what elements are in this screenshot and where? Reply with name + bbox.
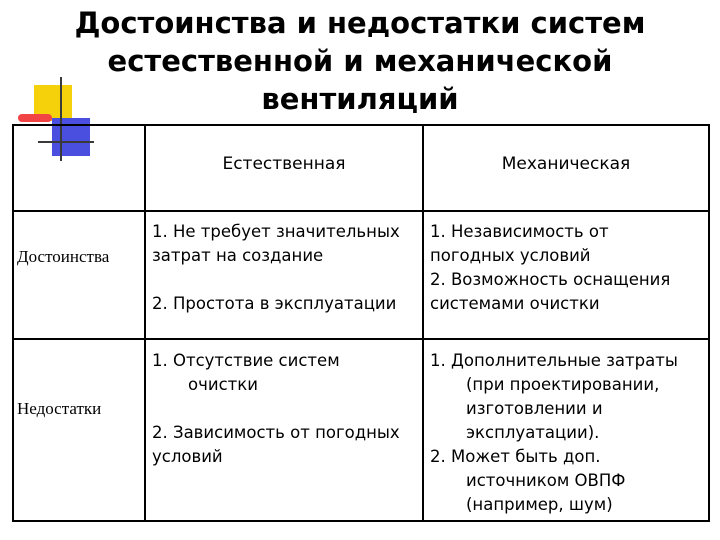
table-divider-row2 <box>12 338 710 340</box>
list-item: 2. Зависимость от погодных <box>152 423 400 442</box>
table-border-left <box>12 124 14 522</box>
list-item: системами очистки <box>430 294 600 313</box>
table-divider-col1 <box>144 124 146 522</box>
list-item: 2. Простота в эксплуатации <box>152 294 397 313</box>
title-line-3: вентиляций <box>261 82 459 116</box>
list-item: погодных условий <box>430 246 591 265</box>
list-item <box>152 397 420 421</box>
list-item: 1. Независимость от <box>430 222 609 241</box>
list-item: (например, шум) <box>466 495 613 514</box>
slide-title <box>40 4 680 118</box>
advantages-natural <box>152 220 420 316</box>
table-border-bottom <box>12 520 710 522</box>
list-item: затрат на создание <box>152 246 324 265</box>
list-item: очистки <box>188 375 258 394</box>
row-label-disadvantages: Недостатки <box>17 399 102 418</box>
list-item: 1. Дополнительные затраты <box>430 351 678 370</box>
header-mechanical: Механическая <box>501 154 631 174</box>
table-divider-col2 <box>422 124 424 522</box>
list-item: эксплуатации). <box>466 423 600 442</box>
list-item <box>152 268 420 292</box>
list-item: условий <box>152 447 223 466</box>
advantages-mechanical <box>430 220 706 316</box>
table-border-right <box>708 124 710 522</box>
disadvantages-mechanical <box>430 349 706 517</box>
list-item: 2. Возможность оснащения <box>430 270 671 289</box>
table-divider-row1 <box>12 210 710 212</box>
row-label-advantages: Достоинства <box>17 247 110 266</box>
list-item: 1. Отсутствие систем <box>152 351 340 370</box>
disadvantages-natural <box>152 349 420 469</box>
list-item: (при проектировании, <box>466 375 660 394</box>
list-item: изготовлении и <box>466 399 603 418</box>
list-item: источником ОВПФ <box>466 471 626 490</box>
list-item: 1. Не требует значительных <box>152 222 400 241</box>
header-natural: Естественная <box>222 154 346 174</box>
decor-horizontal-line <box>38 141 94 143</box>
table-border-top <box>12 124 710 126</box>
title-line-2: естественной и механической <box>107 44 613 78</box>
list-item: 2. Может быть доп. <box>430 447 601 466</box>
title-line-1: Достоинства и недостатки систем <box>74 6 646 40</box>
